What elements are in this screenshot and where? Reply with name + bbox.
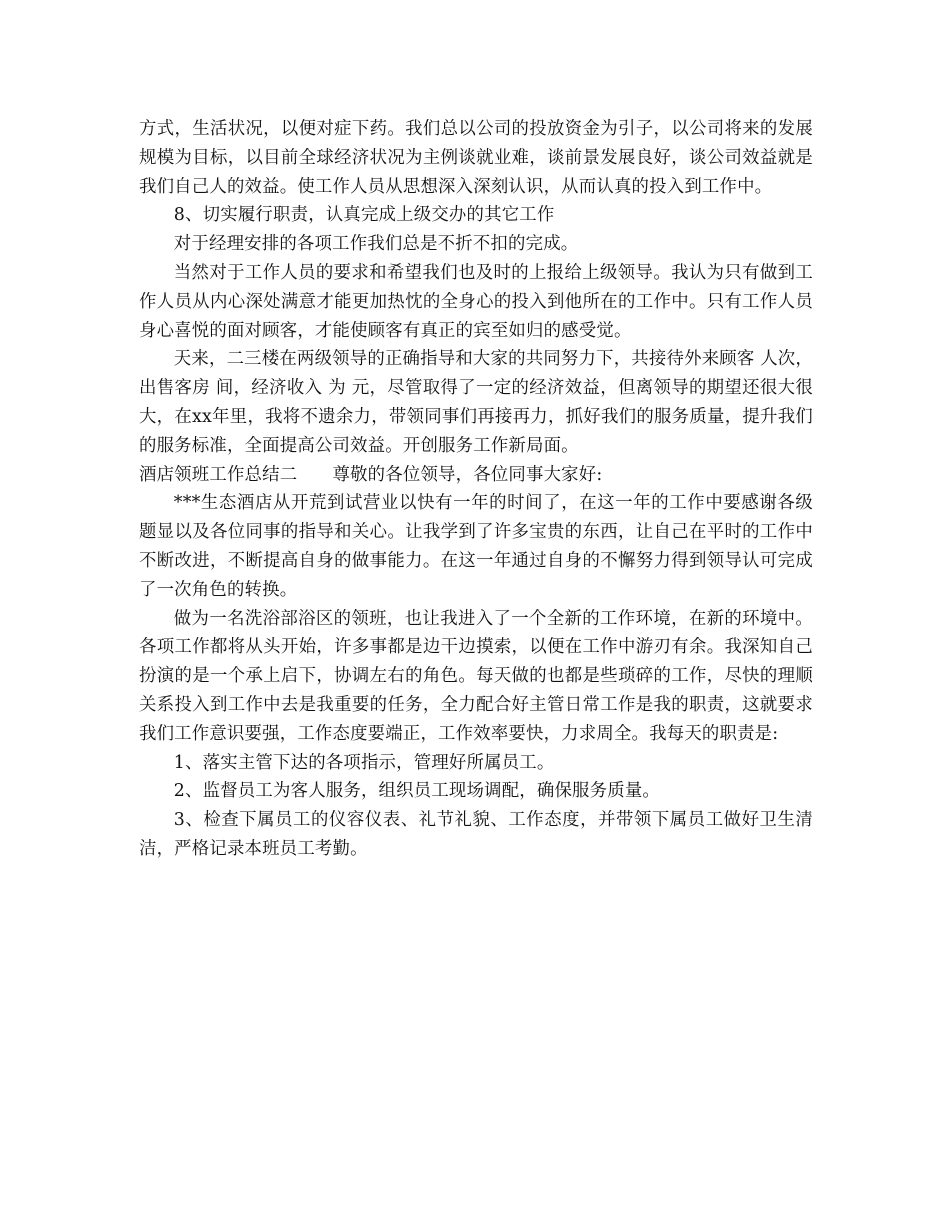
list-item-duty-3: 3、检查下属员工的仪容仪表、礼节礼貌、工作态度，并带领下属员工做好卫生清洁，严格记录本班员工考勤。 bbox=[139, 810, 813, 859]
paragraph-foreman-role: 做为一名洗浴部浴区的领班，也让我进入了一个全新的工作环境，在新的环境中。各项工作都将从头开始，许多事都是边干边摸索，以便在工作中游刃有余。我深知自己扮演的是一个承上启下，协调左右的角色。每天做的也都是些琐碎的工作，尽快的理顺关系投入到工作中去是我重要的任务，全力配合好主管日常工作是我的职责，这就要求我们工作意识要强，工作态度要端正，工作效率要快，力求周全。我每天的职责是: bbox=[139, 608, 813, 744]
paragraph-staff-requests: 当然对于工作人员的要求和希望我们也及时的上报给上级领导。我认为只有做到工作人员从内心深处满意才能更加热忱的全身心的投入到他所在的工作中。只有工作人员身心喜悦的面对顾客，才能使顾客有真正的宾至如归的感受觉。 bbox=[139, 262, 813, 341]
paragraph-manager-tasks: 对于经理安排的各项工作我们总是不折不扣的完成。 bbox=[173, 234, 579, 255]
paragraph-annual-results: 天来，二三楼在两级领导的正确指导和大家的共同努力下，共接待外来顾客 人次，出售客房 间，经济收入 为 元，尽管取得了一定的经济效益，但离领导的期望还很大很大，在xx年里，我将不遗余力，带领同事们再接再力，抓好我们的服务质量，提升我们的服务标准，全面提高公司效益。开创服务工作新局面。 bbox=[139, 349, 813, 456]
list-item-duty-1: 1、落实主管下达的各项指示，管理好所属员工。 bbox=[173, 752, 555, 773]
paragraph-item-8-heading: 8、切实履行职责，认真完成上级交办的其它工作 bbox=[173, 205, 555, 226]
paragraph-hotel-opening: ***生态酒店从开荒到试营业以快有一年的时间了，在这一年的工作中要感谢各级题显以及各位同事的指导和关心。让我学到了许多宝贵的东西，让自己在平时的工作中不断改进，不断提高自身的做事能力。在这一年通过自身的不懈努力得到领导认可完成了一次角色的转换。 bbox=[139, 493, 813, 600]
list-item-duty-2: 2、监督员工为客人服务，组织员工现场调配，确保服务质量。 bbox=[173, 781, 661, 802]
document-body bbox=[139, 115, 813, 864]
paragraph-intro-continuation: 方式，生活状况，以便对症下药。我们总以公司的投放资金为引子，以公司将来的发展规模为目标，以目前全球经济状况为主例谈就业难，谈前景发展良好，谈公司效益就是我们自己人的效益。使工作人员从思想深入深刻认识，从而认真的投入到工作中。 bbox=[139, 119, 813, 197]
section-title-summary-two: 酒店领班工作总结二 尊敬的各位领导，各位同事大家好: bbox=[139, 464, 603, 485]
